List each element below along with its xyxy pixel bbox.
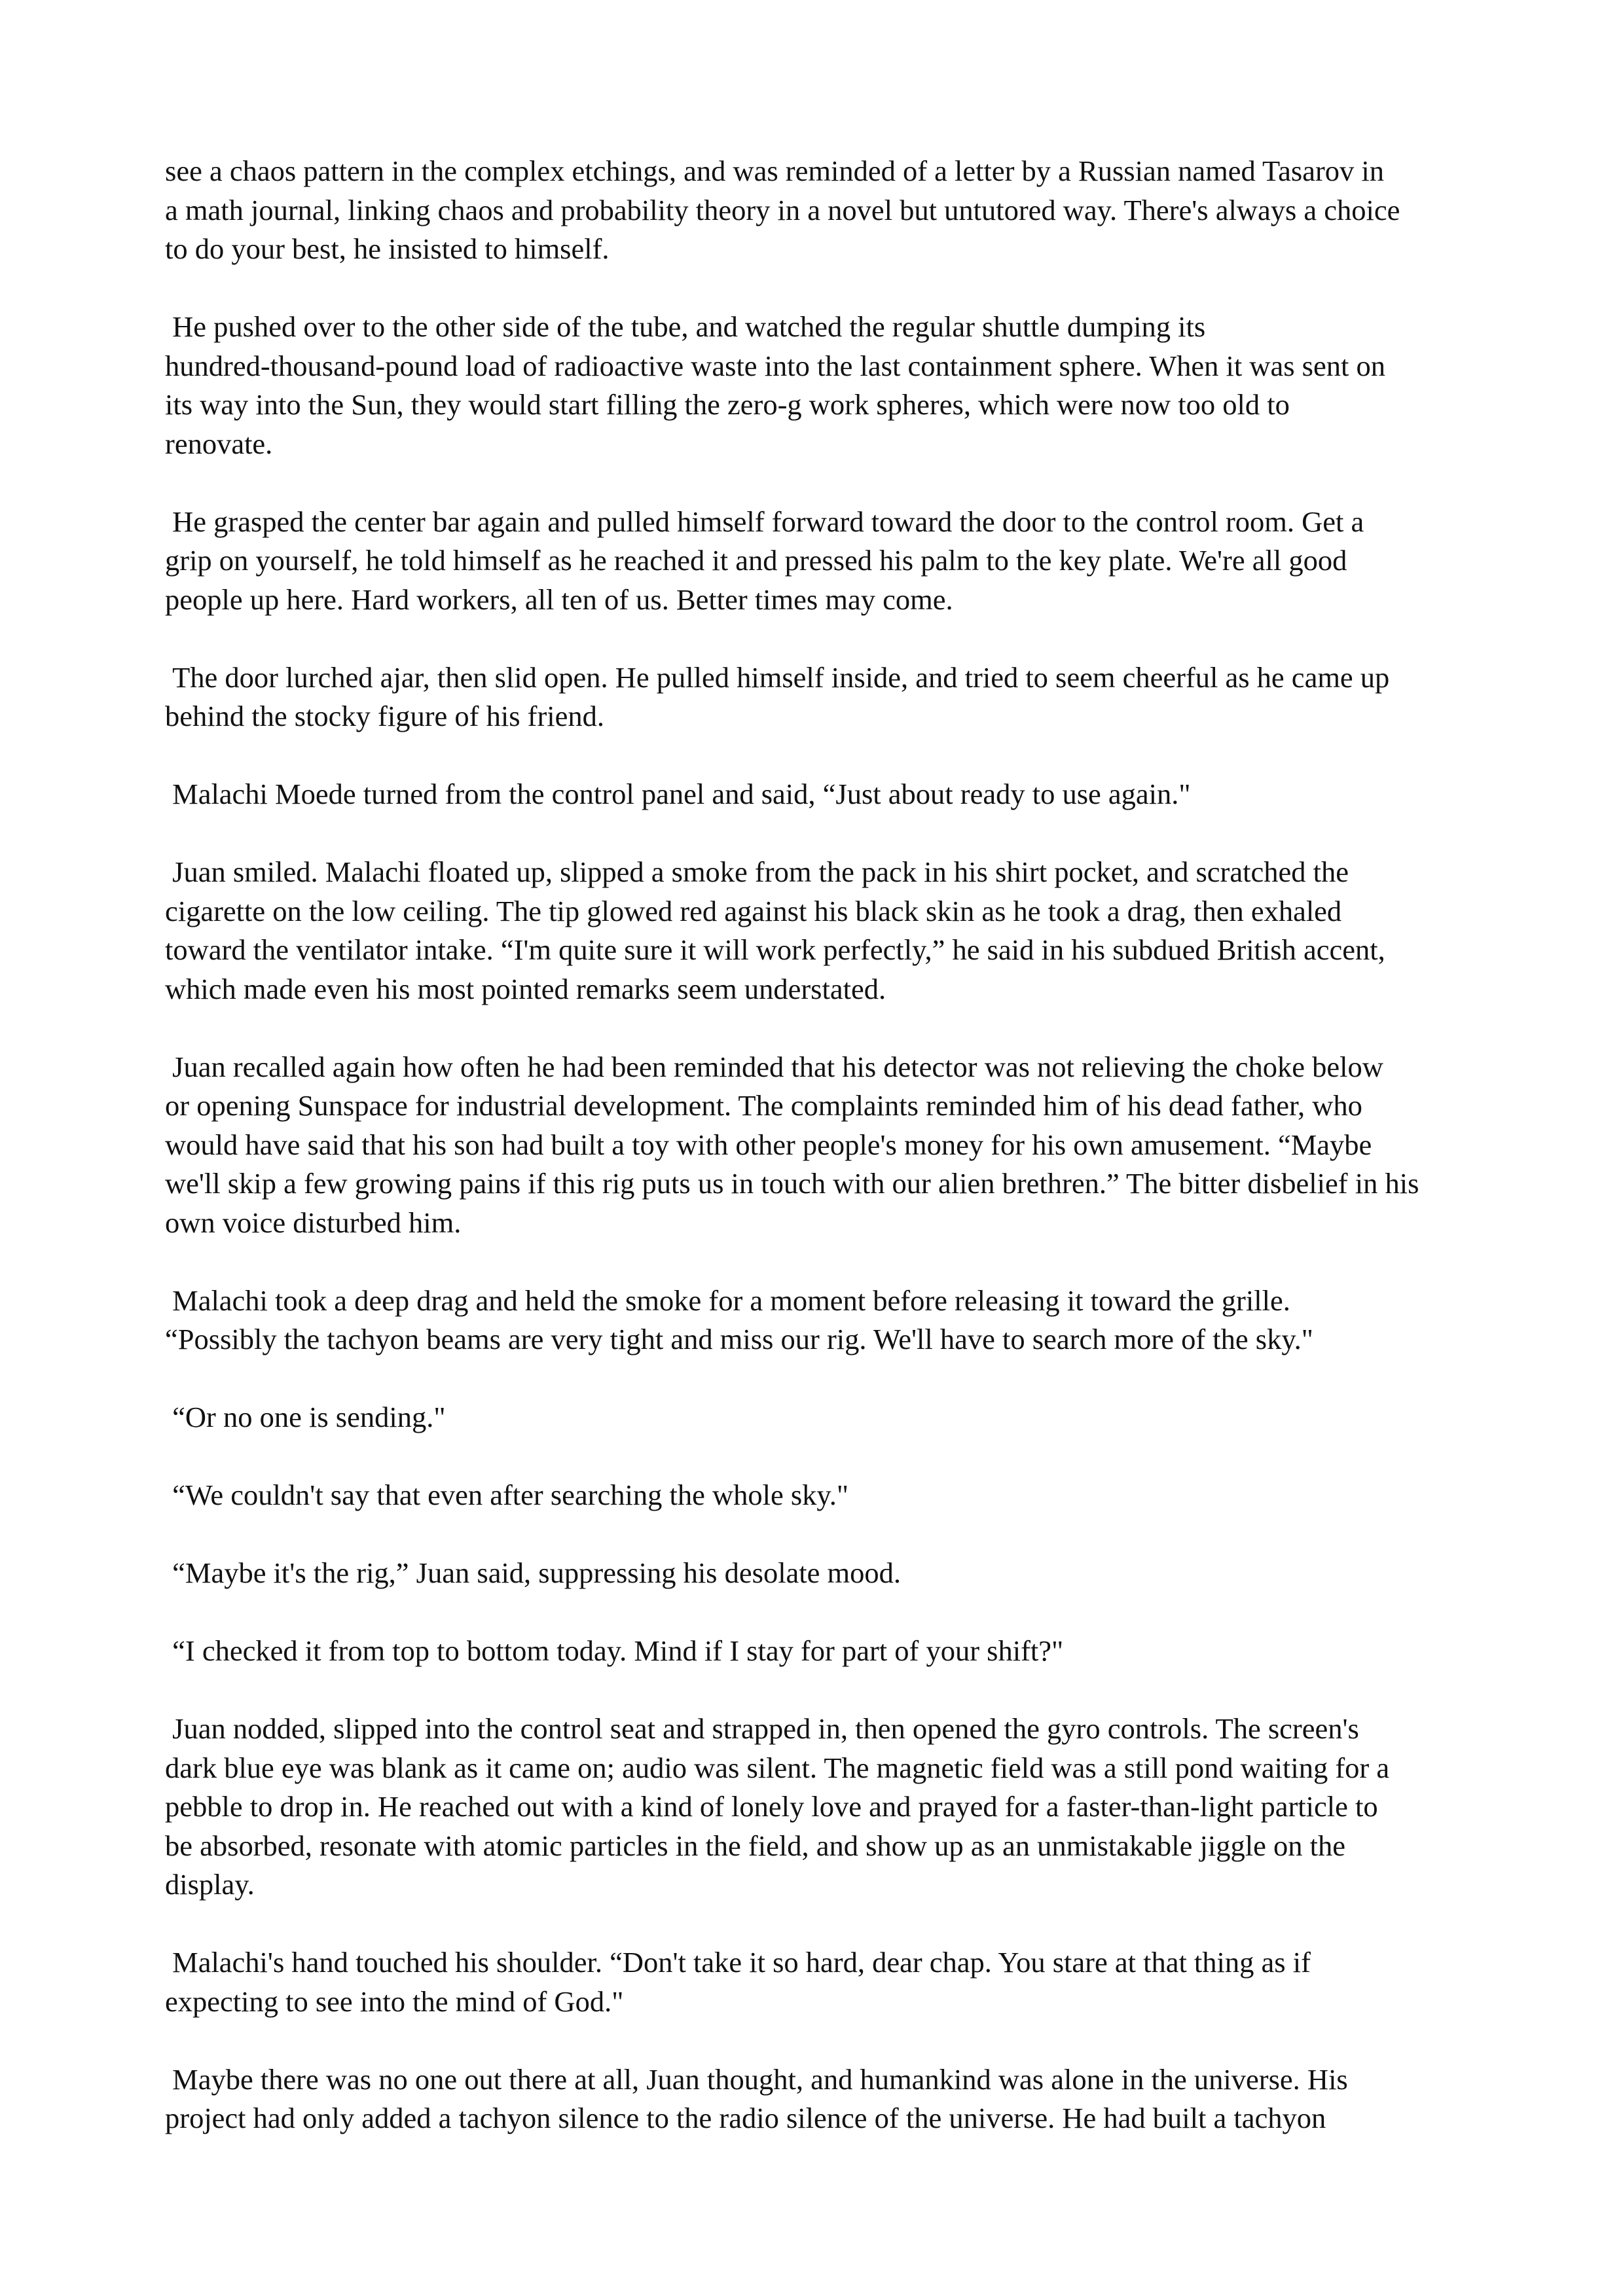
paragraph-9: “Or no one is sending." — [165, 1401, 446, 1433]
paragraph-4: The door lurched ajar, then slid open. He pulled himself inside, and tried to seem cheerful as he came up behind the stocky figure of his friend. — [165, 660, 1390, 732]
paragraph-15: Maybe there was no one out there at all, Juan thought, and humankind was alone in the universe. His project had only added a tachyon silence to the radio silence of the universe. He had built a tachyon — [165, 2062, 1348, 2134]
paragraph-1: see a chaos pattern in the complex etchings, and was reminded of a letter by a Russian named Tasarov in a math journal, linking chaos and probability theory in a novel but untutored way. There's always a choice to do your best, he insisted to himself. — [165, 154, 1400, 265]
paragraph-11: “Maybe it's the rig,” Juan said, suppressing his desolate mood. — [165, 1556, 902, 1589]
paragraph-6: Juan smiled. Malachi floated up, slipped a smoke from the pack in his shirt pocket, and scratched the cigarette on the low ceiling. The tip glowed red against his black skin as he took a drag, then exhaled toward the ventilator intake. “I'm quite sure it will work perfectly,” he said in his subdued British accent, which made even his most pointed remarks seem understated. — [165, 855, 1385, 1005]
paragraph-10: “We couldn't say that even after searching the whole sky." — [165, 1479, 849, 1511]
document-page — [165, 152, 1474, 2138]
paragraph-3: He grasped the center bar again and pulled himself forward toward the door to the control room. Get a grip on yourself, he told himself as he reached it and pressed his palm to the key plate. We're all good people up here. Hard workers, all ten of us. Better times may come. — [165, 505, 1364, 616]
paragraph-14: Malachi's hand touched his shoulder. “Don't take it so hard, dear chap. You stare at that thing as if expecting to see into the mind of God." — [165, 1946, 1311, 2018]
paragraph-5: Malachi Moede turned from the control panel and said, “Just about ready to use again." — [165, 778, 1191, 810]
paragraph-8: Malachi took a deep drag and held the smoke for a moment before releasing it toward the grille. “Possibly the tachyon beams are very tight and miss our rig. We'll have to search more of the sky." — [165, 1283, 1313, 1355]
paragraph-2: He pushed over to the other side of the tube, and watched the regular shuttle dumping its hundred-thousand-pound load of radioactive waste into the last containment sphere. When it was sent on its way into the Sun, they would start filling the zero-g work spheres, which were now too old to renovate. — [165, 310, 1385, 460]
paragraph-12: “I checked it from top to bottom today. Mind if I stay for part of your shift?" — [165, 1634, 1064, 1667]
paragraph-13: Juan nodded, slipped into the control seat and strapped in, then opened the gyro controls. The screen's dark blue eye was blank as it came on; audio was silent. The magnetic field was a still pond waiting for a pebble to drop in. He reached out with a kind of lonely love and prayed for a faster-than-light particle to be absorbed, resonate with atomic particles in the field, and show up as an unmistakable jiggle on the display. — [165, 1712, 1390, 1901]
paragraph-7: Juan recalled again how often he had been reminded that his detector was not relieving the choke below or opening Sunspace for industrial development. The complaints reminded him of his dead father, who would have said that his son had built a toy with other people's money for his own amusement. “Maybe we'll skip a few growing pains if this rig puts us in touch with our alien brethren.” The bitter disbelief in his own voice disturbed him. — [165, 1050, 1419, 1239]
